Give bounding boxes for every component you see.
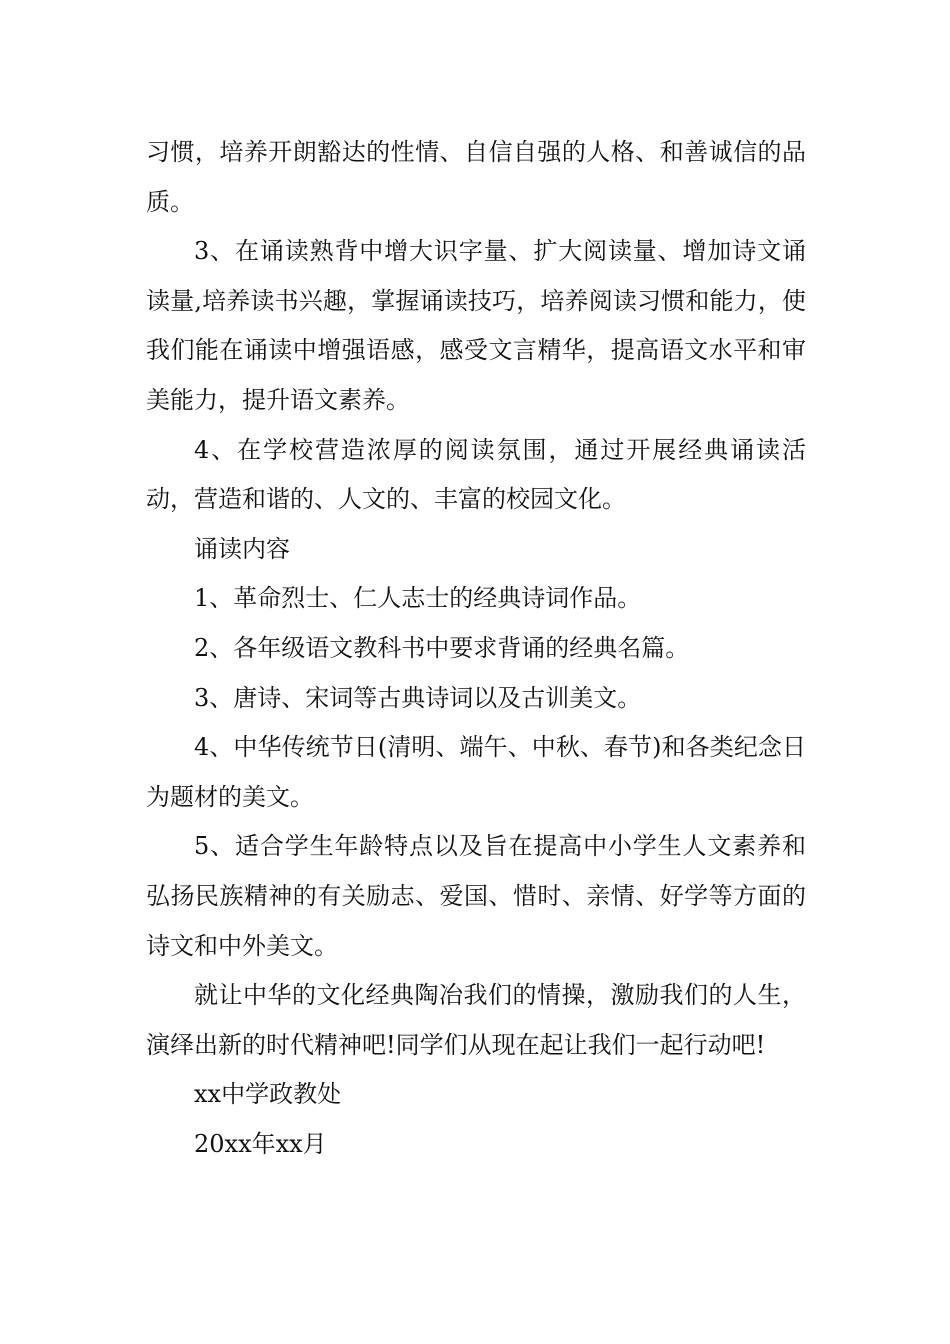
section-heading-reading-content: 诵读内容 [194,534,290,563]
paragraph-goal-3: 3、在诵读熟背中增大识字量、扩大阅读量、增加诗文诵读量,培养读书兴趣，掌握诵读技巧，培养阅读习惯和能力，使我们能在诵读中增强语感，感受文言精华，提高语文水平和审美能力，提升语文素养。 [146,237,806,414]
paragraph-content-2: 2、各年级语文教科书中要求背诵的经典名篇。 [194,633,690,662]
signature-date: 20xx年xx月 [194,1129,327,1158]
paragraph-goal-4: 4、在学校营造浓厚的阅读氛围，通过开展经典诵读活动，营造和谐的、人文的、丰富的校园文化。 [146,435,806,514]
paragraph-content-5: 5、适合学生年龄特点以及旨在提高中小学生人文素养和弘扬民族精神的有关励志、爱国、惜时、亲情、好学等方面的诗文和中外美文。 [146,832,806,960]
document-body [146,128,806,1169]
paragraph-content-4: 4、中华传统节日(清明、端午、中秋、春节)和各类纪念日为题材的美文。 [146,733,806,811]
signature-issuer: xx中学政教处 [194,1080,342,1109]
paragraph-closing: 就让中华的文化经典陶冶我们的情操，激励我们的人生，演绎出新的时代精神吧!同学们从现在起让我们一起行动吧! [146,981,806,1059]
paragraph-continuation: 习惯，培养开朗豁达的性情、自信自强的人格、和善诚信的品质。 [146,138,806,216]
paragraph-content-1: 1、革命烈士、仁人志士的经典诗词作品。 [194,584,642,613]
paragraph-content-3: 3、唐诗、宋词等古典诗词以及古训美文。 [194,683,642,712]
